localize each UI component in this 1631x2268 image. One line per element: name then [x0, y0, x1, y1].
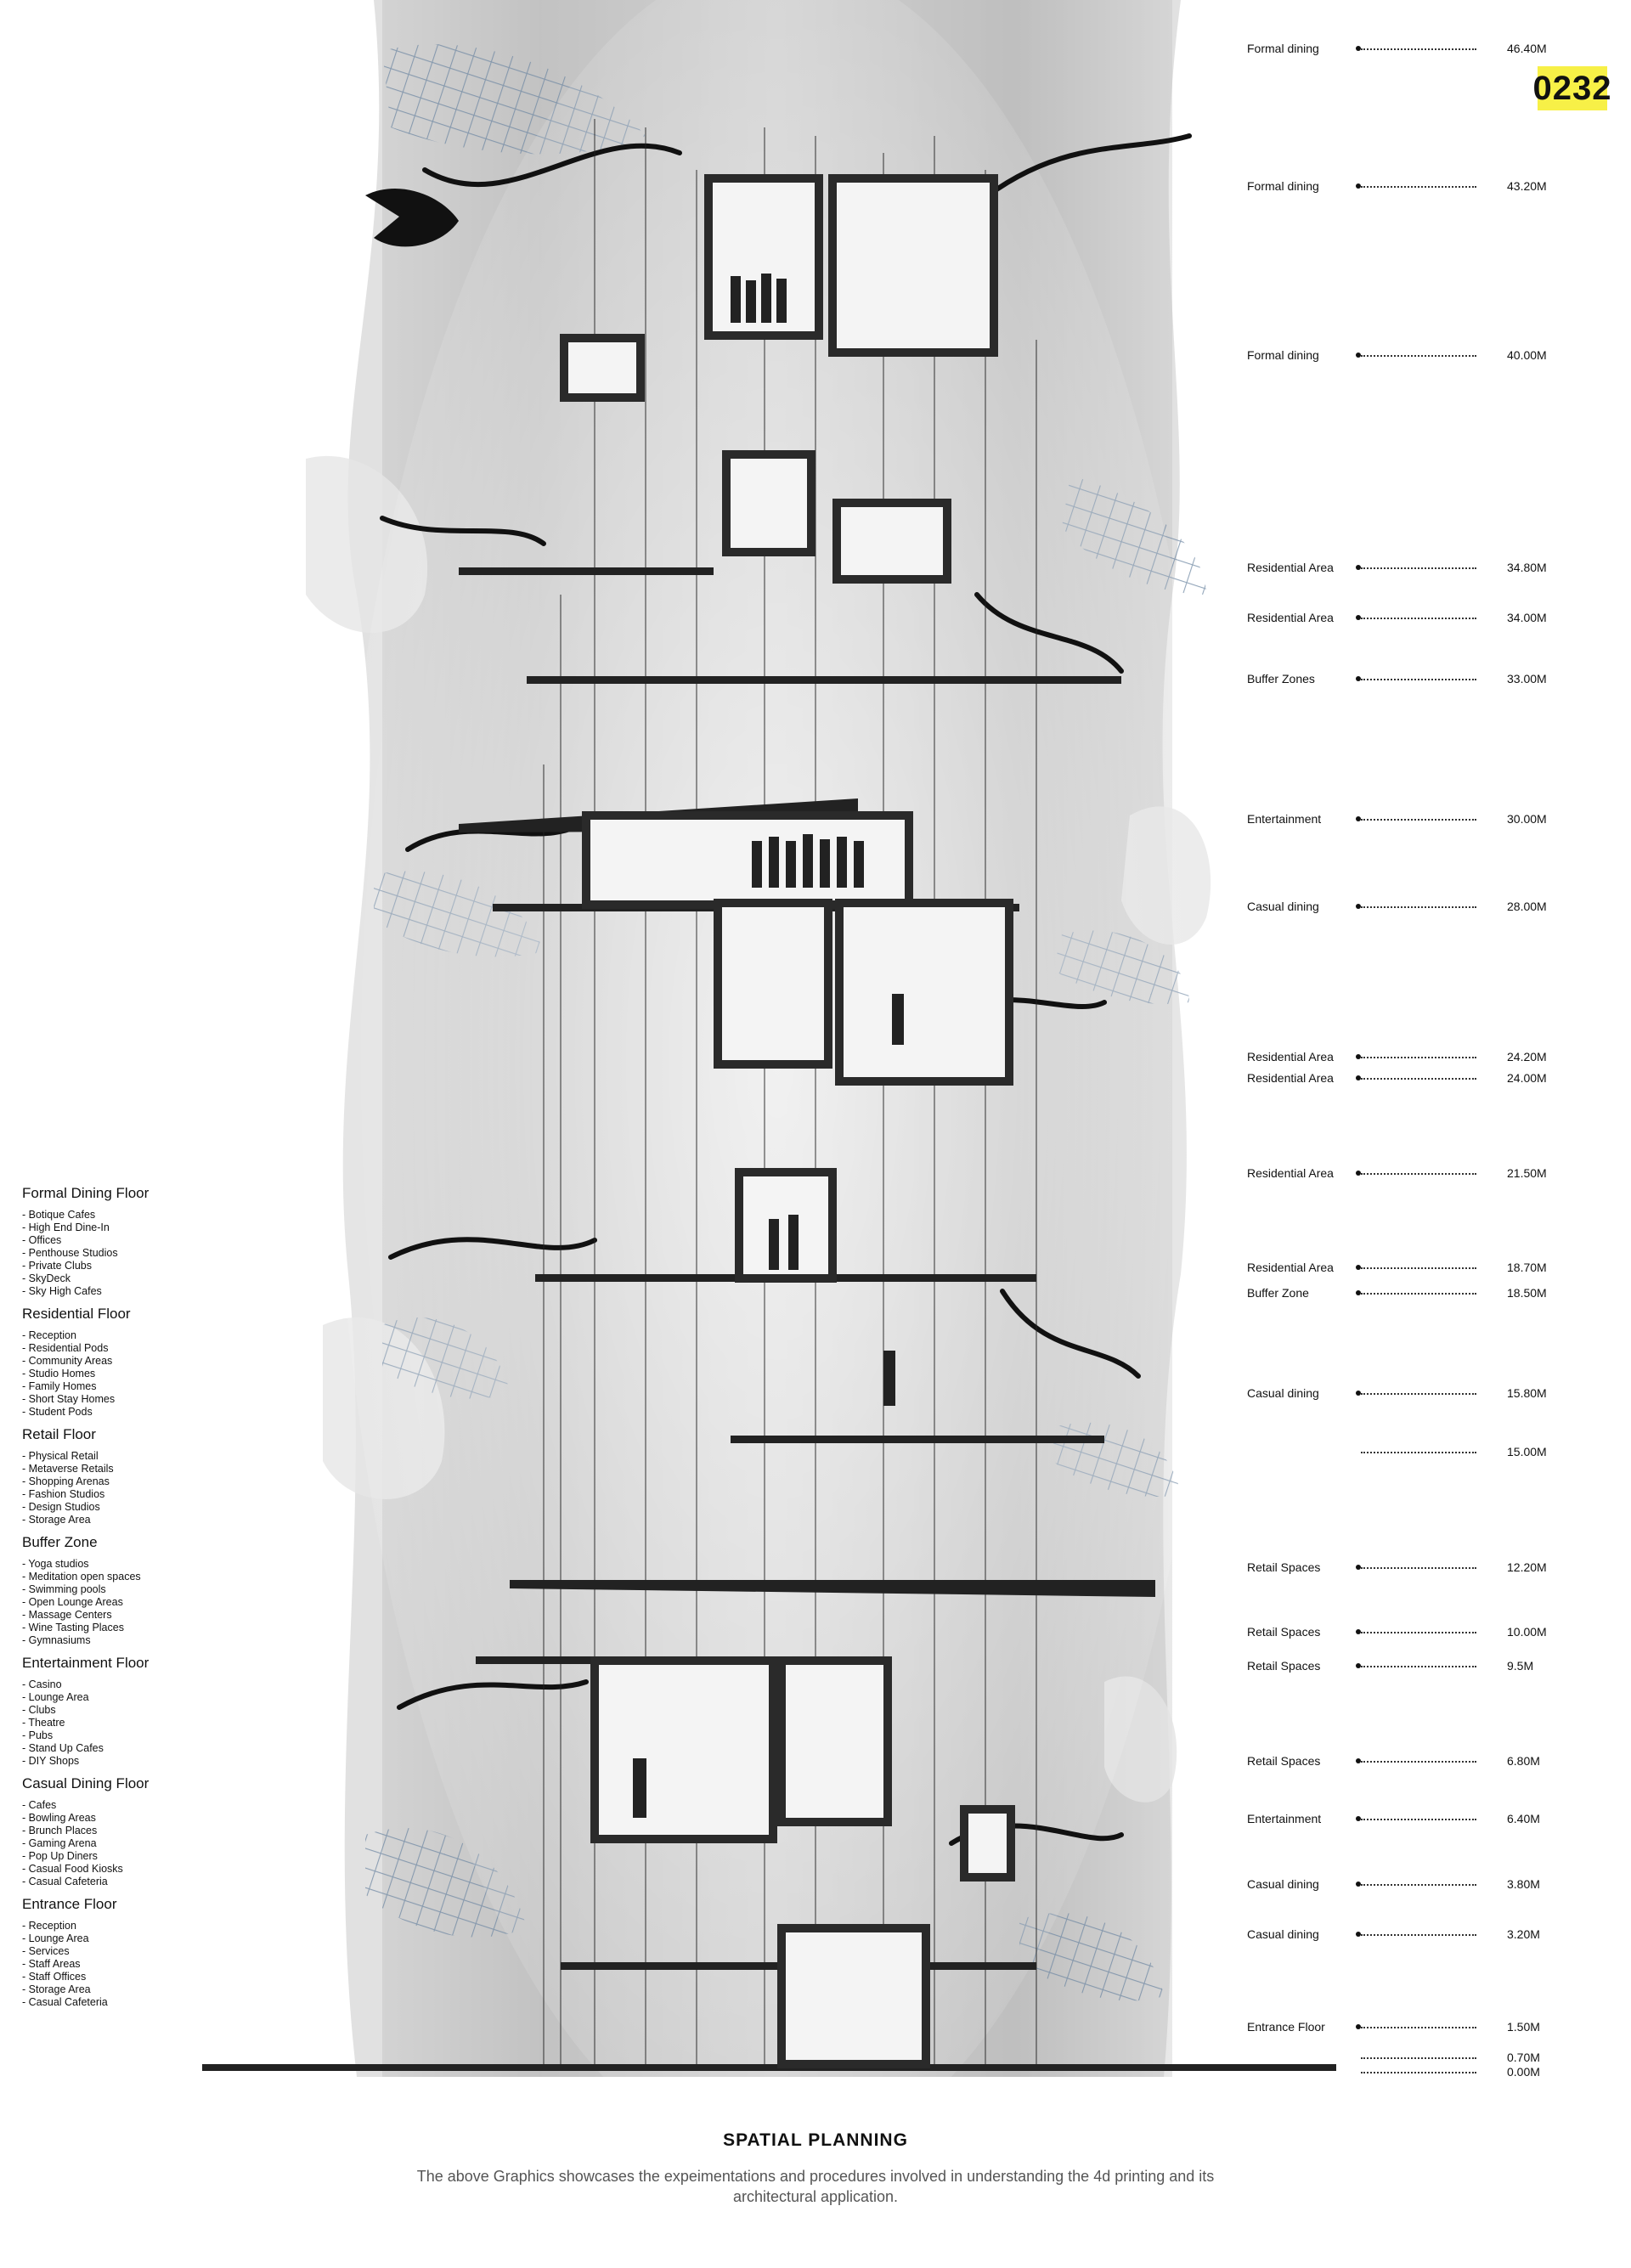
legend-group-title: Formal Dining Floor	[22, 1185, 150, 1201]
legend-item: - Casual Food Kiosks	[22, 1863, 123, 1875]
level-label: Retail Spaces	[1247, 1754, 1321, 1768]
legend-item: - Theatre	[22, 1717, 65, 1729]
level-label: Formal dining	[1247, 348, 1319, 362]
legend-item: - Staff Offices	[22, 1971, 87, 1983]
level-row	[1247, 346, 1553, 364]
level-label: Casual dining	[1247, 1927, 1319, 1941]
level-height-value: 30.00M	[1507, 812, 1547, 826]
level-label: Casual dining	[1247, 900, 1319, 913]
level-leader-line	[1361, 1078, 1476, 1080]
legend-item: - Bowling Areas	[22, 1812, 96, 1824]
legend-group	[22, 1654, 277, 1768]
level-leader-line	[1361, 1293, 1476, 1295]
level-height-value: 21.50M	[1507, 1166, 1547, 1180]
legend-item: - High End Dine-In	[22, 1221, 110, 1233]
level-height-value: 18.70M	[1507, 1261, 1547, 1274]
level-row	[1247, 39, 1553, 58]
level-height-value: 1.50M	[1507, 2020, 1540, 2034]
legend-item: - Brunch Places	[22, 1825, 98, 1836]
legend-item: - Penthouse Studios	[22, 1247, 118, 1259]
legend-item: - Casual Cafeteria	[22, 1876, 108, 1887]
level-row	[1247, 1047, 1553, 1066]
level-height-value: 3.20M	[1507, 1927, 1540, 1941]
level-row	[1247, 1384, 1553, 1402]
footer-title: SPATIAL PLANNING	[723, 2130, 908, 2150]
level-row	[1247, 177, 1553, 195]
legend-item: - Storage Area	[22, 1514, 91, 1526]
level-row	[1247, 1809, 1553, 1828]
level-leader-line	[1361, 1632, 1476, 1633]
level-label: Buffer Zones	[1247, 672, 1315, 685]
level-leader-line	[1361, 2057, 1476, 2059]
level-label: Retail Spaces	[1247, 1625, 1321, 1639]
level-leader-line	[1361, 1819, 1476, 1820]
level-leader-line	[1361, 819, 1476, 821]
level-leader-line	[1361, 1666, 1476, 1667]
level-row	[1247, 669, 1553, 688]
legend-item: - Pubs	[22, 1729, 54, 1741]
level-leader-line	[1361, 186, 1476, 188]
legend-group	[22, 1305, 277, 1419]
level-height-value: 15.80M	[1507, 1386, 1547, 1400]
legend-item: - Gymnasiums	[22, 1634, 91, 1646]
legend-item: - Fashion Studios	[22, 1488, 105, 1500]
level-label: Retail Spaces	[1247, 1659, 1321, 1673]
legend-item: - Lounge Area	[22, 1691, 89, 1703]
legend-group-title: Entrance Floor	[22, 1896, 117, 1912]
level-leader-line	[1361, 567, 1476, 569]
legend-item: - Studio Homes	[22, 1368, 96, 1379]
level-leader-line	[1361, 2027, 1476, 2028]
level-row	[1247, 1656, 1553, 1675]
legend-item: - Stand Up Cafes	[22, 1742, 104, 1754]
legend-item: - Services	[22, 1945, 70, 1957]
level-row	[1247, 2017, 1553, 2036]
level-row	[1247, 810, 1553, 828]
legend-item: - Family Homes	[22, 1380, 97, 1392]
legend-item: - Wine Tasting Places	[22, 1622, 124, 1633]
level-height-value: 12.20M	[1507, 1560, 1547, 1574]
level-leader-line	[1361, 2072, 1476, 2073]
level-height-value: 34.00M	[1507, 611, 1547, 624]
level-row	[1247, 1558, 1553, 1577]
level-label: Buffer Zone	[1247, 1286, 1309, 1300]
level-leader-line	[1361, 355, 1476, 357]
legend-item: - Offices	[22, 1234, 62, 1246]
legend-item: - Gaming Arena	[22, 1837, 97, 1849]
level-height-value: 0.70M	[1507, 2051, 1540, 2064]
legend-item: - Storage Area	[22, 1983, 91, 1995]
level-label: Residential Area	[1247, 1050, 1334, 1063]
legend-item: - Shopping Arenas	[22, 1475, 110, 1487]
level-row	[1247, 1442, 1553, 1461]
footer-description: The above Graphics showcases the expeimentations and procedures involved in understanding the 4d printing and its architectural application.	[416, 2168, 1215, 2205]
level-row	[1247, 558, 1553, 577]
legend-group-title: Retail Floor	[22, 1426, 96, 1442]
level-height-value: 46.40M	[1507, 42, 1547, 55]
legend-item: - Short Stay Homes	[22, 1393, 116, 1405]
legend-item: - Lounge Area	[22, 1932, 89, 1944]
level-row	[1247, 1622, 1553, 1641]
level-label: Casual dining	[1247, 1386, 1319, 1400]
legend-group	[22, 1774, 277, 1888]
level-height-value: 9.5M	[1507, 1659, 1534, 1673]
legend-item: - DIY Shops	[22, 1755, 80, 1767]
level-height-value: 6.40M	[1507, 1812, 1540, 1825]
level-leader-line	[1361, 48, 1476, 50]
level-label: Retail Spaces	[1247, 1560, 1321, 1574]
legend-group-title: Entertainment Floor	[22, 1655, 150, 1671]
level-label: Formal dining	[1247, 179, 1319, 193]
level-row	[1247, 1258, 1553, 1277]
legend-item: - SkyDeck	[22, 1272, 71, 1284]
level-label: Residential Area	[1247, 1166, 1334, 1180]
level-row	[1247, 1752, 1553, 1770]
level-label: Entertainment	[1247, 812, 1322, 826]
level-leader-line	[1361, 679, 1476, 680]
level-label: Residential Area	[1247, 561, 1334, 574]
legend-item: - Metaverse Retails	[22, 1463, 114, 1475]
level-height-value: 33.00M	[1507, 672, 1547, 685]
legend-item: - Casino	[22, 1678, 62, 1690]
level-height-value: 24.00M	[1507, 1071, 1547, 1085]
legend-group-title: Casual Dining Floor	[22, 1775, 150, 1791]
level-label: Formal dining	[1247, 42, 1319, 55]
level-row	[1247, 608, 1553, 627]
level-row	[1247, 1164, 1553, 1182]
level-height-value: 34.80M	[1507, 561, 1547, 574]
legend-item: - Physical Retail	[22, 1450, 99, 1462]
level-row	[1247, 1875, 1553, 1893]
legend-item: - Private Clubs	[22, 1260, 92, 1272]
level-leader-line	[1361, 1173, 1476, 1175]
level-leader-line	[1361, 1267, 1476, 1269]
legend-item: - Massage Centers	[22, 1609, 112, 1621]
legend-item: - Yoga studios	[22, 1558, 89, 1570]
legend-item: - Reception	[22, 1329, 76, 1341]
legend-item: - Reception	[22, 1920, 76, 1932]
legend-item: - Community Areas	[22, 1355, 113, 1367]
legend-item: - Student Pods	[22, 1406, 93, 1418]
level-leader-line	[1361, 1934, 1476, 1936]
legend-item: - Pop Up Diners	[22, 1850, 98, 1862]
level-leader-line	[1361, 1884, 1476, 1886]
level-leader-line	[1361, 1452, 1476, 1453]
legend-item: - Swimming pools	[22, 1583, 106, 1595]
legend-item: - Design Studios	[22, 1501, 100, 1513]
level-height-value: 24.20M	[1507, 1050, 1547, 1063]
legend-item: - Sky High Cafes	[22, 1285, 102, 1297]
legend-item: - Staff Areas	[22, 1958, 81, 1970]
legend-group	[22, 1425, 277, 1526]
level-label: Residential Area	[1247, 1261, 1334, 1274]
level-height-value: 3.80M	[1507, 1877, 1540, 1891]
level-row	[1247, 2062, 1553, 2081]
floor-program-legend	[22, 1184, 277, 2016]
legend-item: - Botique Cafes	[22, 1209, 96, 1221]
level-label: Residential Area	[1247, 611, 1334, 624]
level-height-value: 6.80M	[1507, 1754, 1540, 1768]
legend-item: - Clubs	[22, 1704, 56, 1716]
level-label: Residential Area	[1247, 1071, 1334, 1085]
level-label: Casual dining	[1247, 1877, 1319, 1891]
sheet-number-badge: 0232	[1538, 66, 1607, 110]
legend-item: - Meditation open spaces	[22, 1571, 141, 1583]
legend-group	[22, 1895, 277, 2009]
level-leader-line	[1361, 1567, 1476, 1569]
level-leader-line	[1361, 1761, 1476, 1763]
legend-item: - Cafes	[22, 1799, 57, 1811]
level-leader-line	[1361, 1393, 1476, 1395]
level-height-value: 28.00M	[1507, 900, 1547, 913]
legend-item: - Open Lounge Areas	[22, 1596, 123, 1608]
legend-item: - Residential Pods	[22, 1342, 109, 1354]
level-row	[1247, 1925, 1553, 1944]
level-leader-line	[1361, 906, 1476, 908]
level-leader-line	[1361, 618, 1476, 619]
legend-group-title: Buffer Zone	[22, 1534, 98, 1550]
level-height-value: 15.00M	[1507, 1445, 1547, 1458]
legend-group-title: Residential Floor	[22, 1306, 131, 1322]
level-row	[1247, 1284, 1553, 1302]
level-height-value: 10.00M	[1507, 1625, 1547, 1639]
legend-group	[22, 1184, 277, 1298]
legend-item: - Casual Cafeteria	[22, 1996, 108, 2008]
level-row	[1247, 897, 1553, 916]
level-label: Entertainment	[1247, 1812, 1322, 1825]
level-label: Entrance Floor	[1247, 2020, 1325, 2034]
level-height-value: 18.50M	[1507, 1286, 1547, 1300]
level-height-value: 43.20M	[1507, 179, 1547, 193]
level-height-value: 40.00M	[1507, 348, 1547, 362]
legend-group	[22, 1533, 277, 1647]
level-row	[1247, 1069, 1553, 1087]
level-height-value: 0.00M	[1507, 2065, 1540, 2079]
level-leader-line	[1361, 1057, 1476, 1058]
